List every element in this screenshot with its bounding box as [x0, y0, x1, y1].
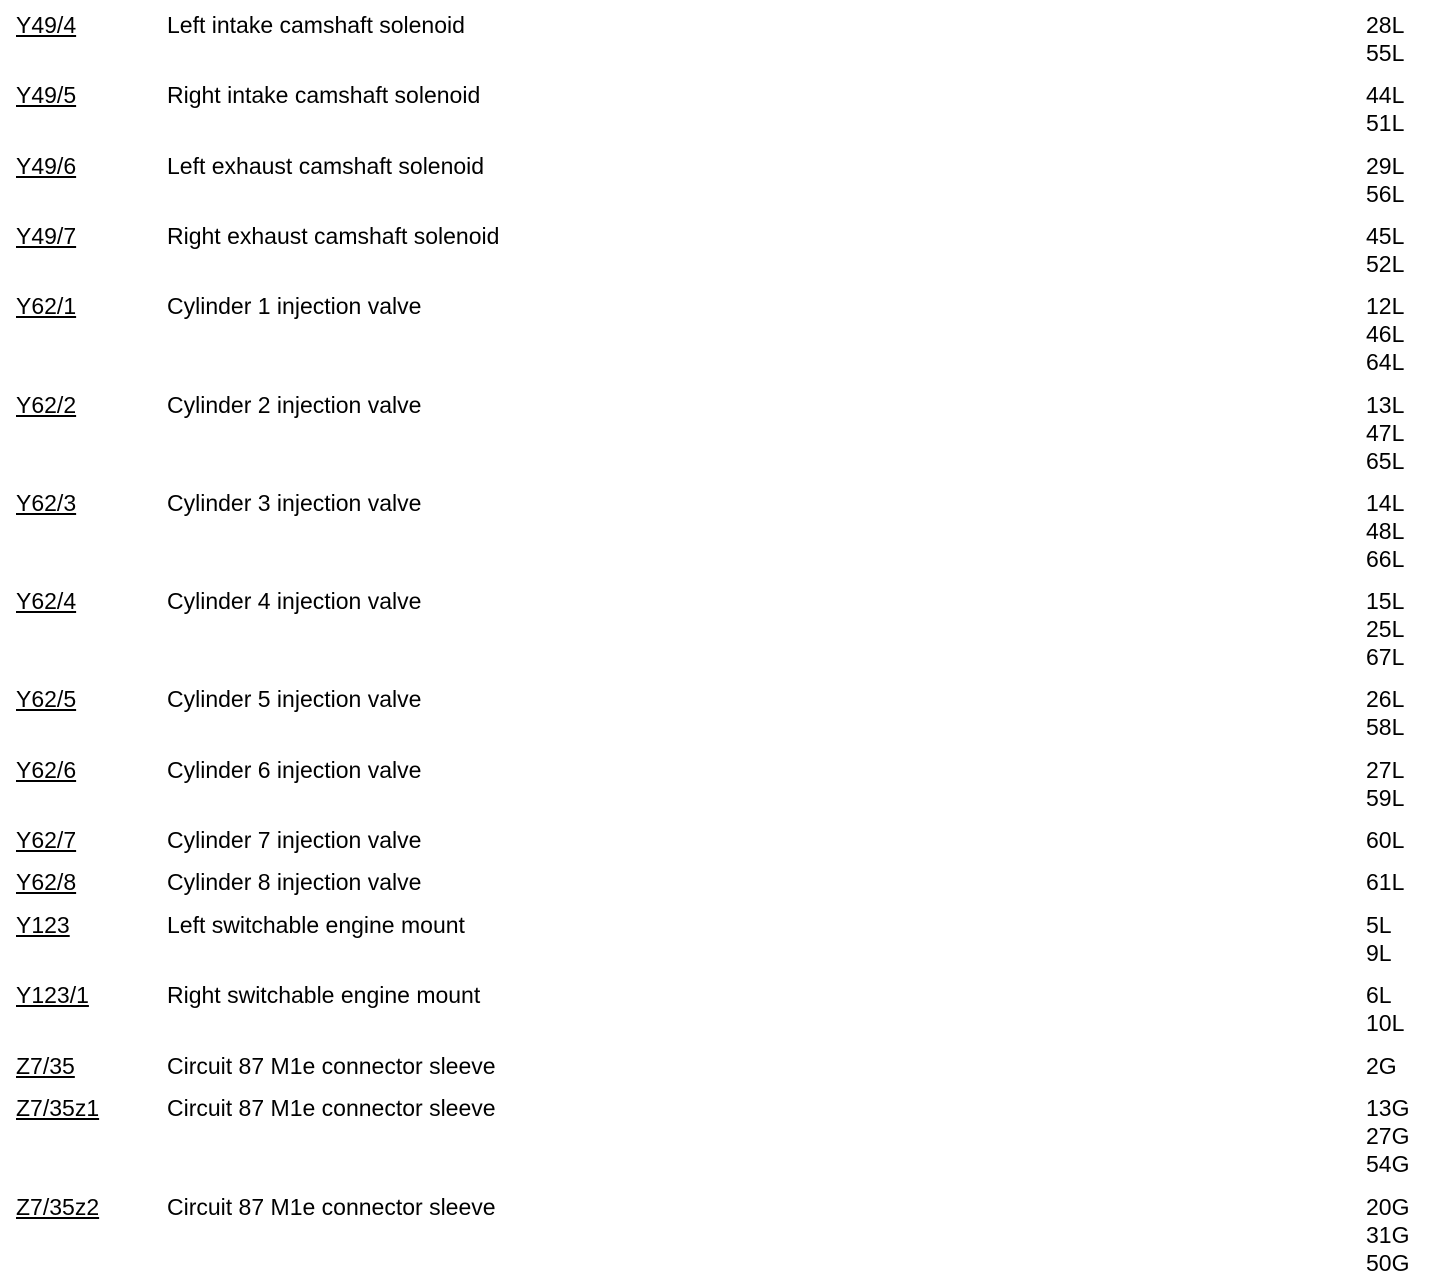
- grid-locations: [1366, 868, 1404, 896]
- component-description: Cylinder 2 injection valve: [167, 392, 422, 418]
- grid-locations: [1366, 1094, 1409, 1178]
- grid-location: 25L: [1366, 616, 1405, 642]
- component-code-link[interactable]: Y62/3: [16, 490, 77, 516]
- grid-location: 2G: [1366, 1053, 1397, 1079]
- component-description: Left intake camshaft solenoid: [167, 12, 465, 38]
- component-code-link[interactable]: Y49/5: [16, 82, 77, 108]
- component-description: Cylinder 8 injection valve: [167, 869, 422, 895]
- component-description: Cylinder 7 injection valve: [167, 827, 422, 853]
- grid-location: 26L: [1366, 686, 1405, 712]
- component-description: Left exhaust camshaft solenoid: [167, 153, 485, 179]
- grid-location: 20G: [1366, 1194, 1410, 1220]
- grid-location: 67L: [1366, 644, 1405, 670]
- grid-locations: [1366, 489, 1404, 573]
- grid-location: 66L: [1366, 546, 1405, 572]
- grid-locations: [1366, 981, 1404, 1037]
- grid-location: 13G: [1366, 1095, 1410, 1121]
- grid-location: 60L: [1366, 827, 1405, 853]
- grid-location: 14L: [1366, 490, 1405, 516]
- component-code-link[interactable]: Y62/6: [16, 757, 77, 783]
- grid-location: 64L: [1366, 349, 1405, 375]
- component-description: Cylinder 6 injection valve: [167, 757, 422, 783]
- component-description: Circuit 87 M1e connector sleeve: [167, 1095, 496, 1121]
- grid-locations: [1366, 1193, 1409, 1277]
- grid-location: 59L: [1366, 785, 1405, 811]
- grid-location: 12L: [1366, 293, 1405, 319]
- component-code-link[interactable]: Y62/5: [16, 686, 77, 712]
- grid-locations: [1366, 911, 1392, 967]
- component-code-link[interactable]: Y62/1: [16, 293, 77, 319]
- grid-location: 29L: [1366, 153, 1405, 179]
- component-description: Left switchable engine mount: [167, 912, 465, 938]
- component-code-link[interactable]: Y49/7: [16, 223, 77, 249]
- grid-locations: [1366, 152, 1404, 208]
- grid-location: 48L: [1366, 518, 1405, 544]
- grid-location: 9L: [1366, 940, 1392, 966]
- grid-location: 58L: [1366, 714, 1405, 740]
- component-code-link[interactable]: Y62/7: [16, 827, 77, 853]
- grid-location: 5L: [1366, 912, 1392, 938]
- component-code-link[interactable]: Z7/35z2: [16, 1194, 100, 1220]
- grid-location: 6L: [1366, 982, 1392, 1008]
- component-code-link[interactable]: Y123: [16, 912, 70, 938]
- grid-location: 52L: [1366, 251, 1405, 277]
- component-code-link[interactable]: Z7/35z1: [16, 1095, 100, 1121]
- component-description: Right exhaust camshaft solenoid: [167, 223, 500, 249]
- grid-location: 13L: [1366, 392, 1405, 418]
- grid-location: 28L: [1366, 12, 1405, 38]
- grid-location: 55L: [1366, 40, 1405, 66]
- component-description: Cylinder 5 injection valve: [167, 686, 422, 712]
- component-description: Right intake camshaft solenoid: [167, 82, 481, 108]
- grid-locations: [1366, 11, 1404, 67]
- component-code-link[interactable]: Y62/8: [16, 869, 77, 895]
- component-code-link[interactable]: Z7/35: [16, 1053, 75, 1079]
- grid-location: 15L: [1366, 588, 1405, 614]
- grid-location: 27G: [1366, 1123, 1410, 1149]
- component-description: Cylinder 1 injection valve: [167, 293, 422, 319]
- grid-location: 61L: [1366, 869, 1405, 895]
- grid-location: 46L: [1366, 321, 1405, 347]
- component-code-link[interactable]: Y49/6: [16, 153, 77, 179]
- grid-location: 27L: [1366, 757, 1405, 783]
- grid-locations: [1366, 391, 1404, 475]
- grid-location: 50G: [1366, 1250, 1410, 1276]
- component-description: Right switchable engine mount: [167, 982, 481, 1008]
- grid-location: 10L: [1366, 1010, 1405, 1036]
- grid-location: 47L: [1366, 420, 1405, 446]
- grid-location: 54G: [1366, 1151, 1410, 1177]
- grid-locations: [1366, 81, 1404, 137]
- grid-location: 44L: [1366, 82, 1405, 108]
- grid-locations: [1366, 685, 1404, 741]
- grid-location: 45L: [1366, 223, 1405, 249]
- grid-location: 65L: [1366, 448, 1405, 474]
- grid-locations: [1366, 587, 1404, 671]
- component-description: Circuit 87 M1e connector sleeve: [167, 1194, 496, 1220]
- grid-location: 31G: [1366, 1222, 1410, 1248]
- grid-locations: [1366, 222, 1404, 278]
- grid-locations: [1366, 756, 1404, 812]
- component-description: Cylinder 3 injection valve: [167, 490, 422, 516]
- component-description: Cylinder 4 injection valve: [167, 588, 422, 614]
- grid-location: 56L: [1366, 181, 1405, 207]
- component-code-link[interactable]: Y62/2: [16, 392, 77, 418]
- component-code-link[interactable]: Y62/4: [16, 588, 77, 614]
- component-description: Circuit 87 M1e connector sleeve: [167, 1053, 496, 1079]
- grid-locations: [1366, 292, 1404, 376]
- component-code-link[interactable]: Y49/4: [16, 12, 77, 38]
- component-code-link[interactable]: Y123/1: [16, 982, 89, 1008]
- grid-locations: [1366, 826, 1404, 854]
- grid-location: 51L: [1366, 110, 1405, 136]
- grid-locations: [1366, 1052, 1397, 1080]
